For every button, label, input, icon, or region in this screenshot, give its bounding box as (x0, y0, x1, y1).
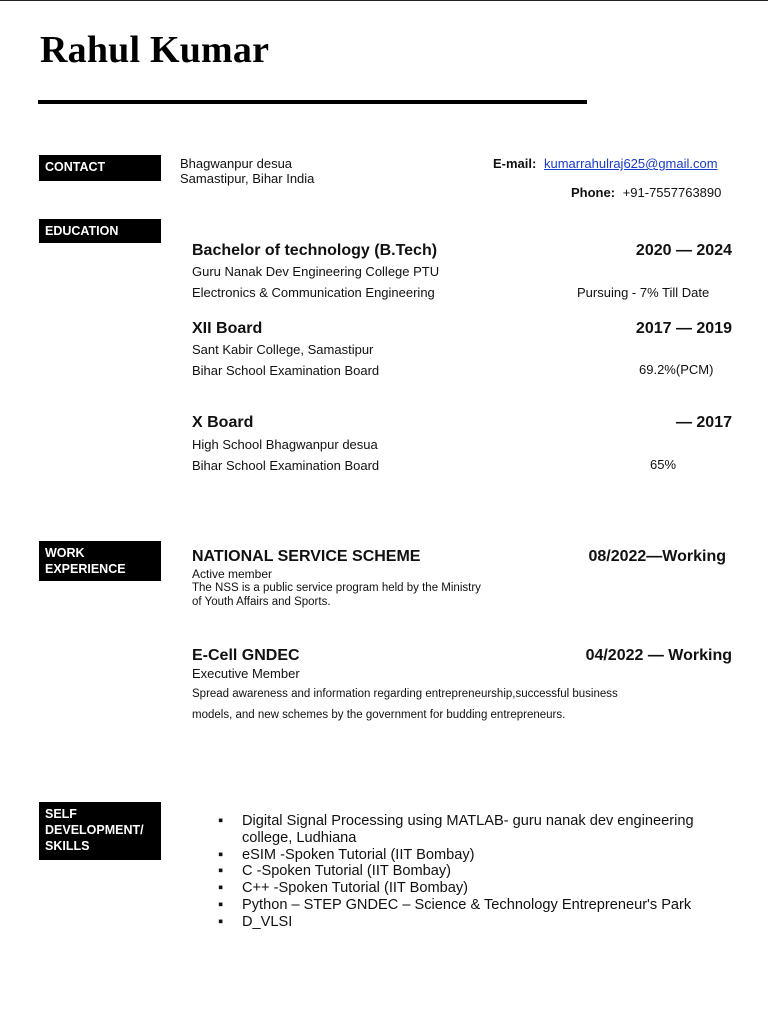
email-link[interactable]: kumarrahulraj625@gmail.com (543, 156, 718, 171)
address-line-2: Samastipur, Bihar India (180, 171, 315, 186)
skill-item (218, 897, 738, 914)
bullet-icon: ▪ (218, 846, 224, 863)
top-border-line (0, 0, 768, 1)
bullet-icon: ▪ (218, 880, 224, 897)
address-line-1: Bhagwanpur desua (180, 156, 293, 171)
skill-text: Python – STEP GNDEC – Science & Technology Entrepreneur's Park (242, 896, 692, 913)
skill-text: D_VLSI (242, 913, 293, 930)
bullet-icon: ▪ (218, 863, 224, 880)
education-institution-btech: Guru Nanak Dev Engineering College PTU (192, 264, 440, 279)
skills-list (218, 813, 738, 931)
skill-item (218, 914, 738, 931)
resume-name: Rahul Kumar (40, 29, 270, 71)
email-label: E-mail: (493, 156, 537, 171)
skill-item (218, 863, 738, 880)
work-dates-nss: 08/2022—Working (588, 548, 726, 565)
phone-label: Phone: (571, 185, 616, 200)
work-dates-ecell: 04/2022 — Working (585, 647, 732, 664)
skill-text: C++ -Spoken Tutorial (IIT Bombay) (242, 880, 469, 897)
skills-label-line-2: DEVELOPMENT/ (45, 823, 144, 837)
work-title-nss: NATIONAL SERVICE SCHEME (192, 548, 421, 565)
education-dates-xii: 2017 — 2019 (635, 320, 732, 337)
work-role-ecell: Executive Member (192, 666, 300, 681)
skill-item (218, 880, 738, 897)
work-desc-ecell-line-1: Spread awareness and information regarding entrepreneurship,successful business (192, 688, 618, 700)
education-score-btech: Pursuing - 7% Till Date (577, 285, 710, 300)
bullet-icon: ▪ (218, 913, 224, 930)
skill-text: C -Spoken Tutorial (IIT Bombay) (242, 863, 451, 880)
name-underline-rule (38, 100, 587, 104)
education-detail-btech: Electronics & Communication Engineering (192, 285, 435, 300)
education-institution-xii: Sant Kabir College, Samastipur (192, 342, 374, 357)
phone-row (571, 185, 721, 200)
phone-value: +91-7557763890 (622, 185, 722, 200)
email-row (493, 156, 718, 171)
skill-text: eSIM -Spoken Tutorial (IIT Bombay) (242, 846, 475, 863)
education-score-xii: 69.2%(PCM) (639, 362, 714, 377)
work-title-ecell: E-Cell GNDEC (192, 647, 300, 664)
education-detail-xii: Bihar School Examination Board (192, 363, 380, 378)
education-title-x: X Board (192, 414, 254, 431)
education-detail-x: Bihar School Examination Board (192, 458, 380, 473)
skill-text: Digital Signal Processing using MATLAB- guru nanak dev engineering college, Ludhiana (242, 813, 694, 846)
skill-item (218, 813, 738, 847)
education-title-btech: Bachelor of technology (B.Tech) (192, 242, 438, 259)
bullet-icon: ▪ (218, 813, 224, 829)
work-section-label (39, 541, 161, 581)
education-institution-x: High School Bhagwanpur desua (192, 437, 378, 452)
bullet-icon: ▪ (218, 896, 224, 913)
skill-item (218, 847, 738, 864)
education-dates-x: — 2017 (675, 414, 732, 431)
education-title-xii: XII Board (192, 320, 263, 337)
work-desc-nss-line-1: The NSS is a public service program held by the Ministry (192, 582, 481, 594)
education-section-label: EDUCATION (39, 219, 161, 243)
work-desc-nss-line-2: of Youth Affairs and Sports. (192, 596, 331, 608)
education-dates-btech: 2020 — 2024 (635, 242, 732, 259)
work-label-line-1: WORK (45, 546, 85, 560)
work-label-line-2: EXPERIENCE (45, 562, 126, 576)
skills-label-line-3: SKILLS (45, 839, 90, 853)
contact-section-label: CONTACT (39, 155, 161, 181)
skills-section-label (39, 802, 161, 860)
skills-label-line-1: SELF (45, 807, 77, 821)
education-score-x: 65% (650, 457, 677, 472)
work-desc-ecell-line-2: models, and new schemes by the government for budding entrepreneurs. (192, 709, 566, 721)
work-role-nss: Active member (192, 567, 273, 581)
